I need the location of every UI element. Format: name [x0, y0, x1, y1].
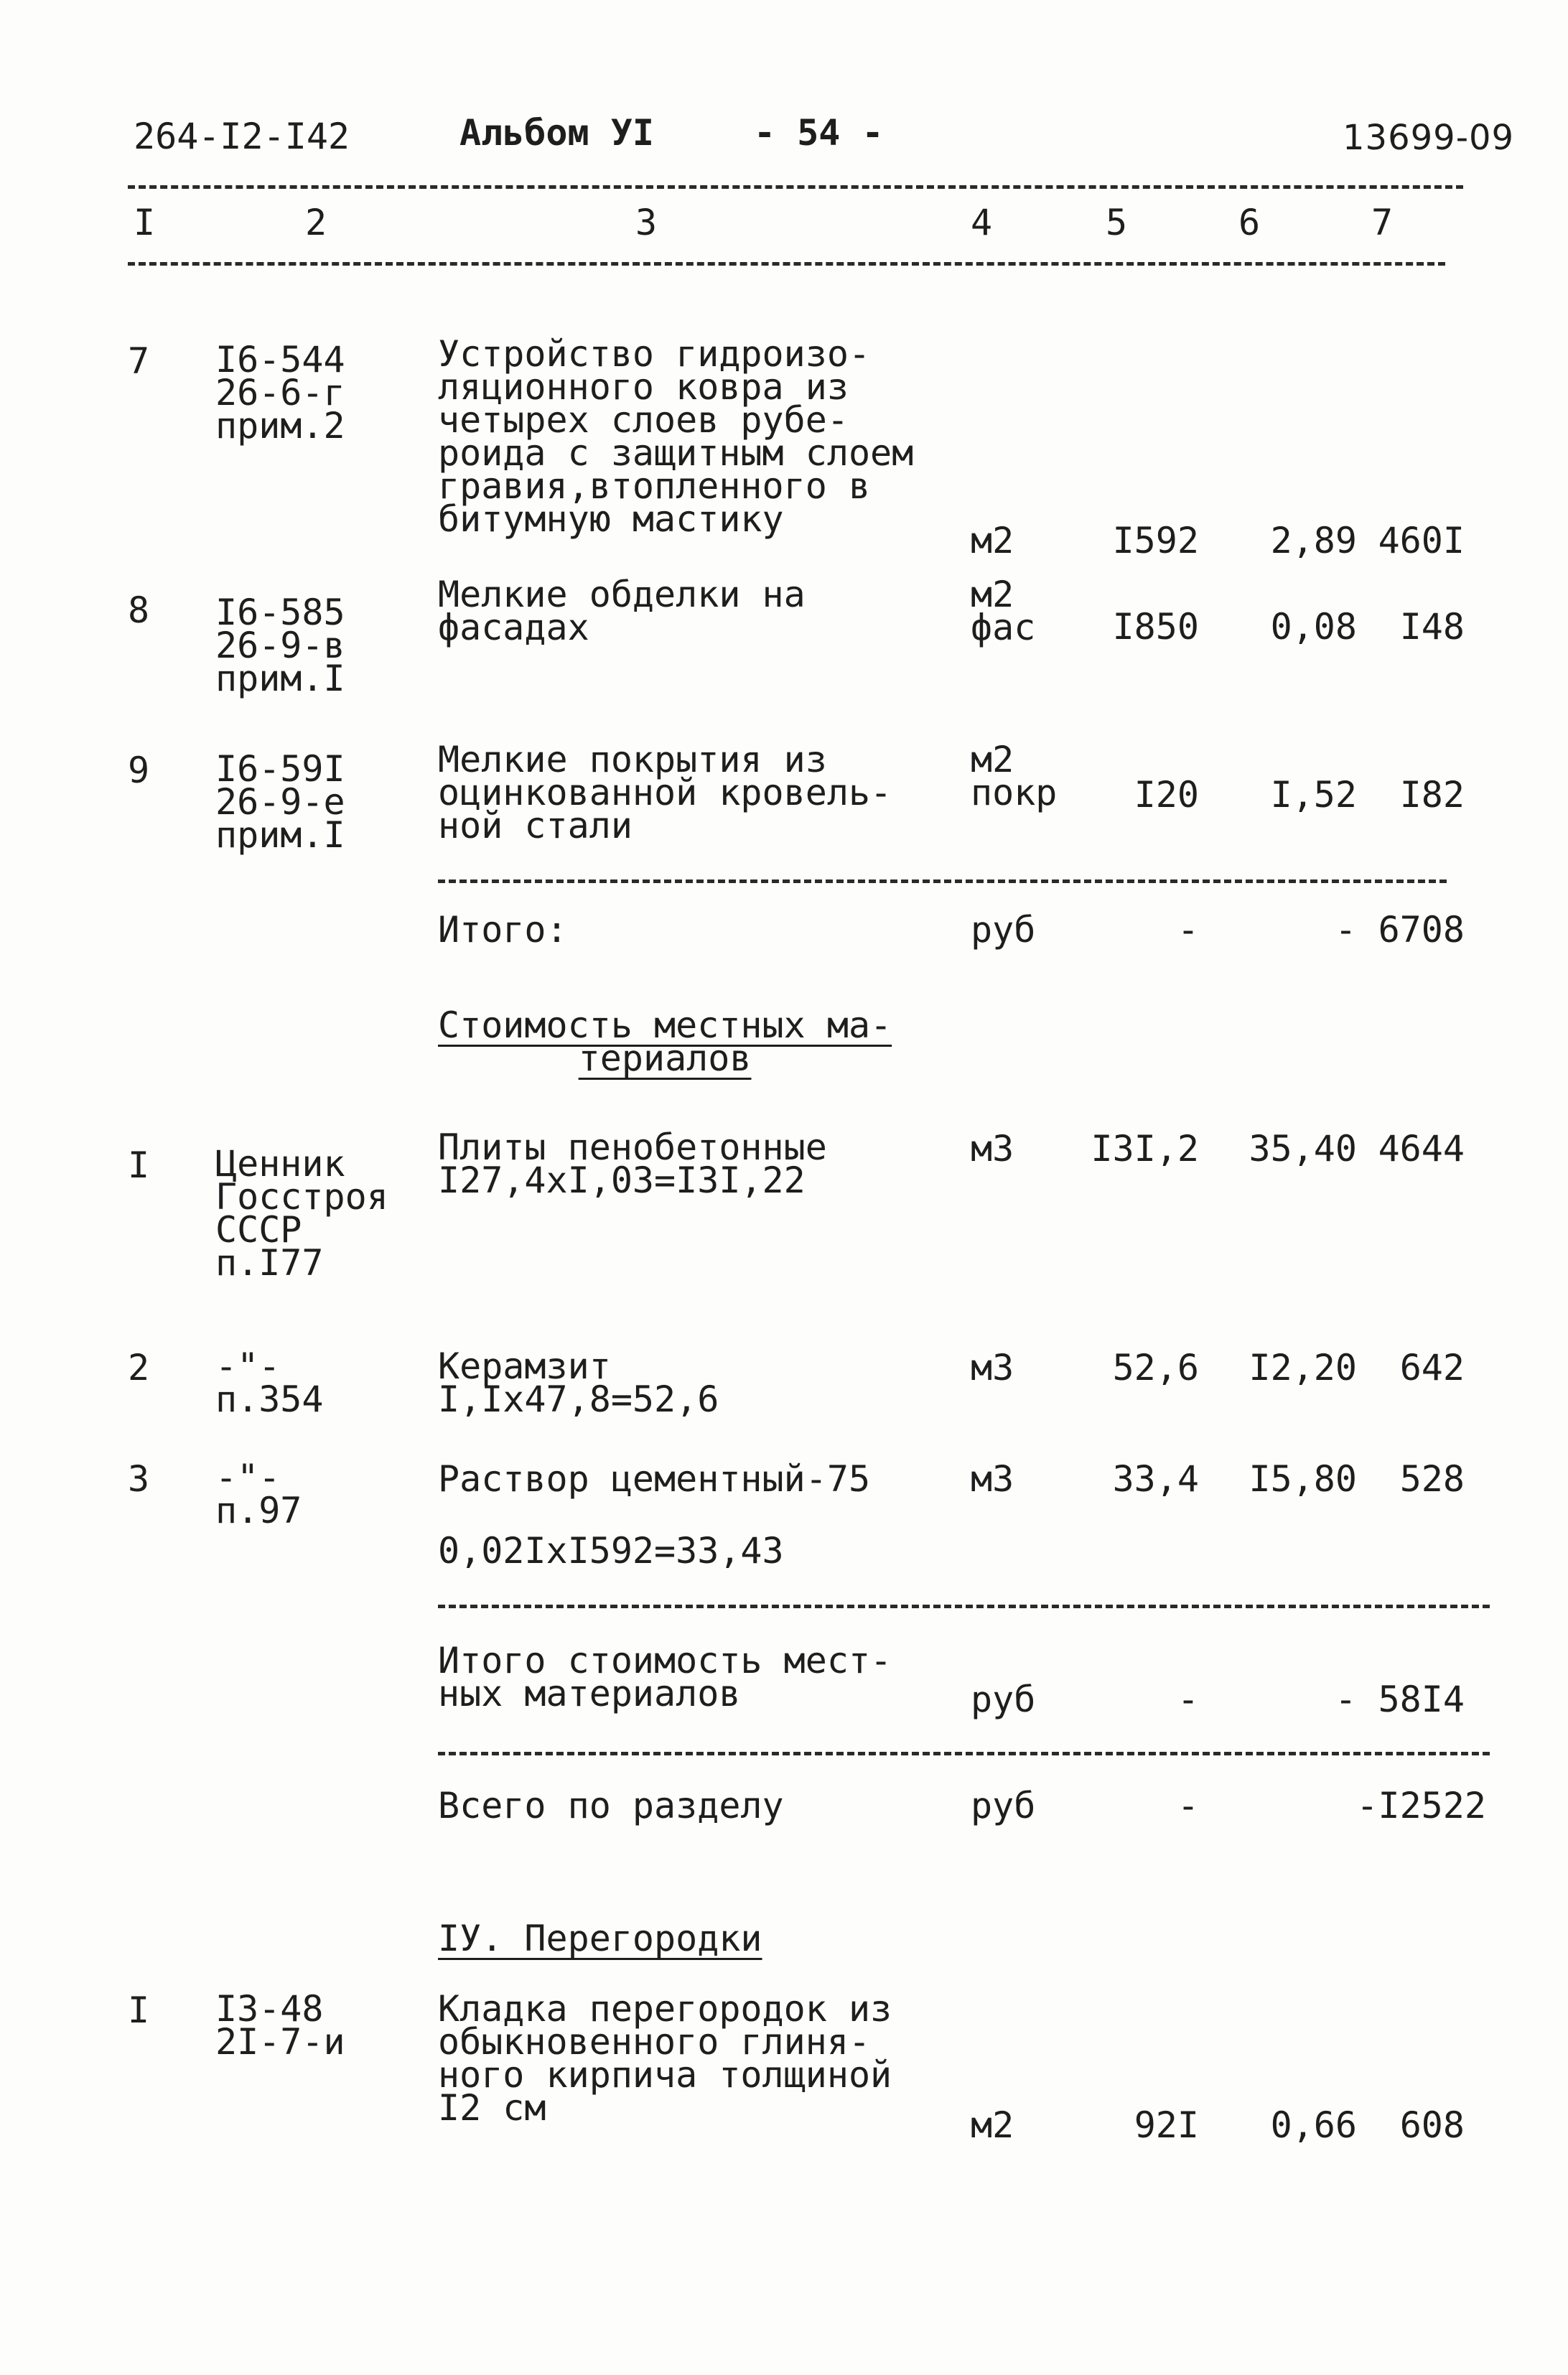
material-description: Плиты пенобетонные I27,4xI,03=I3I,22: [438, 1126, 827, 1201]
subtotal-quantity: -: [1177, 1679, 1199, 1720]
quantity: I3I,2: [1091, 1128, 1199, 1170]
unit: м2: [971, 520, 1014, 561]
subtotal-divider: [438, 879, 1447, 883]
row-number: 3: [128, 1458, 150, 1500]
quantity: I20: [1134, 774, 1199, 816]
subtotal-label: Итого стоимость мест- ных материалов: [438, 1640, 892, 1714]
section-title-local-materials: Стоимость местных ма- териалов: [438, 1004, 892, 1079]
total: I82: [1399, 774, 1465, 816]
quantity: 33,4: [1112, 1458, 1199, 1500]
norm-code: I6-544 26-6-г прим.2: [215, 339, 345, 447]
unit: м3: [971, 1458, 1014, 1500]
quantity: 92I: [1134, 2104, 1199, 2146]
row-number: 2: [128, 1347, 150, 1389]
header-divider-top: [128, 185, 1463, 189]
unit: м2: [971, 2104, 1014, 2146]
unit: м2 фас: [971, 574, 1036, 648]
work-description: Устройство гидроизо- ляционного ковра из четырех слоев рубе- роида с защитным слоем гравия,втопленного в битумную мастику: [438, 333, 914, 540]
subtotal-total: - 58I4: [1335, 1679, 1465, 1720]
total: 528: [1399, 1458, 1465, 1500]
header-divider-bottom: [128, 262, 1445, 266]
norm-code: -"- п.97: [215, 1457, 302, 1531]
work-description: Мелкие покрытия из оцинкованной кровель- ной стали: [438, 739, 892, 846]
norm-code: I6-585 26-9-в прим.I: [215, 592, 345, 699]
grand-total-quantity: -: [1177, 1785, 1199, 1826]
total: 642: [1399, 1347, 1465, 1389]
handwritten-number: 13699-09: [1343, 118, 1515, 158]
grand-total-divider: [438, 1752, 1490, 1755]
work-description: Кладка перегородок из обыкновенного глиня- ного кирпича толщиной I2 см: [438, 1988, 892, 2129]
norm-code: I6-59I 26-9-е прим.I: [215, 748, 345, 856]
page-number: - 54 -: [754, 112, 884, 154]
subtotal-divider: [438, 1605, 1490, 1608]
column-header-6: 6: [1238, 202, 1261, 243]
subtotal-unit: руб: [971, 1679, 1036, 1720]
document-code: 264-I2-I42: [134, 116, 350, 157]
subtotal-unit: руб: [971, 909, 1036, 951]
subtotal-label: Итого:: [438, 909, 568, 951]
album-label: Альбом УI: [459, 112, 654, 154]
unit: м2 покр: [971, 739, 1058, 813]
unit: м3: [971, 1347, 1014, 1389]
unit-price: I2,20: [1249, 1347, 1357, 1389]
grand-total-label: Всего по разделу: [438, 1785, 784, 1826]
row-number: 7: [128, 340, 150, 382]
material-description: Керамзит I,Ix47,8=52,6: [438, 1345, 719, 1420]
row-number: I: [128, 1989, 150, 2031]
section-title-partitions: IУ. Перегородки: [438, 1918, 762, 1959]
column-header-7: 7: [1371, 202, 1394, 243]
total: 4644: [1378, 1128, 1465, 1170]
total: 608: [1399, 2104, 1465, 2146]
norm-code: Ценник Госстроя СССР п.I77: [215, 1143, 388, 1284]
subtotal-quantity: -: [1177, 909, 1199, 951]
total: I48: [1399, 606, 1465, 648]
grand-total-value: -I2522: [1356, 1785, 1486, 1826]
unit: м3: [971, 1128, 1014, 1170]
total: 460I: [1378, 520, 1465, 561]
column-header-4: 4: [971, 202, 993, 243]
norm-code: I3-48 2I-7-и: [215, 1988, 345, 2063]
quantity: I592: [1112, 520, 1199, 561]
column-header-5: 5: [1106, 202, 1128, 243]
row-number: I: [128, 1144, 150, 1186]
unit-price: I5,80: [1249, 1458, 1357, 1500]
material-description: Раствор цементный-75: [438, 1458, 871, 1500]
subtotal-total: - 6708: [1335, 909, 1465, 951]
row-number: 8: [128, 589, 150, 631]
unit-price: I,52: [1270, 774, 1357, 816]
unit-price: 35,40: [1249, 1128, 1357, 1170]
unit-price: 0,08: [1270, 606, 1357, 648]
row-number: 9: [128, 750, 150, 791]
norm-code: -"- п.354: [215, 1345, 324, 1420]
column-header-3: 3: [635, 202, 658, 243]
column-header-2: 2: [305, 202, 327, 243]
work-description: Мелкие обделки на фасадах: [438, 574, 806, 648]
quantity-calculation: 0,02IxI592=33,43: [438, 1530, 784, 1572]
quantity: I850: [1112, 606, 1199, 648]
quantity: 52,6: [1112, 1347, 1199, 1389]
grand-total-unit: руб: [971, 1785, 1036, 1826]
column-header-1: I: [134, 202, 156, 243]
unit-price: 2,89: [1270, 520, 1357, 561]
unit-price: 0,66: [1270, 2104, 1357, 2146]
